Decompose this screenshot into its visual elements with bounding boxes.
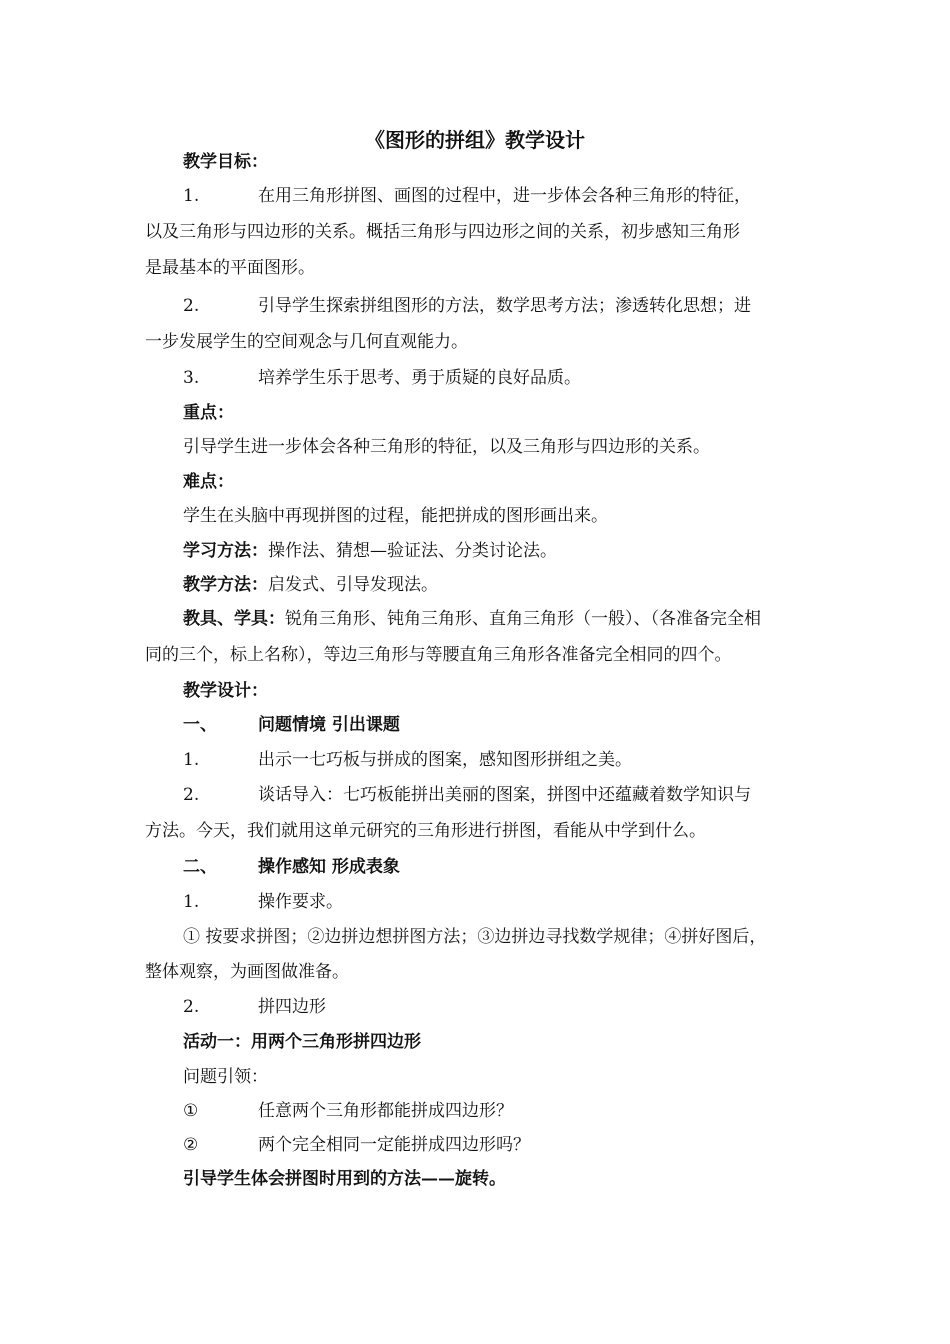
activity-1-prompt: 问题引领： — [183, 1067, 268, 1087]
goal-2-number: 2. — [183, 296, 200, 316]
activity-1-title: 活动一：用两个三角形拼四边形 — [183, 1032, 421, 1052]
goal-item-1-cont2 — [0, 256, 950, 280]
key-text-line — [0, 435, 950, 459]
goal-1-text-line1: 在用三角形拼图、画图的过程中，进一步体会各种三角形的特征， — [258, 186, 751, 206]
goal-1-number: 1. — [183, 186, 200, 206]
section-1-item-1-text: 出示一七巧板与拼成的图案，感知图形拼组之美。 — [258, 750, 632, 770]
goal-3-number: 3. — [183, 368, 200, 388]
goals-heading: 教学目标： — [183, 152, 268, 172]
key-heading-line — [0, 401, 950, 425]
question-2-text: 两个完全相同一定能拼成四边形吗？ — [258, 1135, 530, 1155]
teaching-method-line — [0, 573, 950, 597]
teaching-method-text: 启发式、引导发现法。 — [268, 575, 438, 595]
section-2-title: 操作感知 形成表象 — [258, 857, 400, 877]
question-1-number: ① — [183, 1101, 199, 1121]
section-2-item-1-number: 1. — [183, 892, 200, 912]
question-2 — [0, 1133, 950, 1157]
section-1-item-2-number: 2. — [183, 785, 200, 805]
design-heading: 教学设计： — [183, 681, 268, 701]
section-2-item-2-number: 2. — [183, 997, 200, 1017]
goal-item-1-cont — [0, 220, 950, 244]
teaching-method-label: 教学方法： — [183, 575, 268, 595]
requirements-line — [0, 925, 950, 949]
tools-line — [0, 607, 950, 631]
question-2-number: ② — [183, 1135, 199, 1155]
goal-1-text-line3: 是最基本的平面图形。 — [145, 258, 315, 278]
section-1-item-2 — [0, 783, 950, 807]
section-2-number: 二、 — [183, 857, 217, 877]
section-1-item-2-text-line1: 谈话导入：七巧板能拼出美丽的图案，拼图中还蕴藏着数学知识与 — [258, 785, 751, 805]
goal-item-3 — [0, 366, 950, 390]
question-1 — [0, 1099, 950, 1123]
tools-text-line1: 锐角三角形、钝角三角形、直角三角形（一般）、（各准备完全相 — [285, 609, 761, 629]
activity-1-heading — [0, 1030, 950, 1054]
page-title: 《图形的拼组》教学设计 — [365, 128, 585, 152]
goal-1-text-line2: 以及三角形与四边形的关系。概括三角形与四边形之间的关系，初步感知三角形 — [145, 222, 740, 242]
activity-1-prompt-line — [0, 1065, 950, 1089]
key-text: 引导学生进一步体会各种三角形的特征，以及三角形与四边形的关系。 — [183, 437, 710, 457]
section-2-item-1-text: 操作要求。 — [258, 892, 343, 912]
section-2-item-1 — [0, 890, 950, 914]
requirements-line-cont — [0, 960, 950, 984]
tools-line-cont — [0, 643, 950, 667]
section-2-item-2-text: 拼四边形 — [258, 997, 326, 1017]
learning-method-text: 操作法、猜想—验证法、分类讨论法。 — [268, 541, 557, 561]
section-1-heading — [0, 713, 950, 737]
goal-3-text-line1: 培养学生乐于思考、勇于质疑的良好品质。 — [258, 368, 581, 388]
difficulty-text-line — [0, 504, 950, 528]
difficulty-heading: 难点： — [183, 472, 234, 492]
goal-item-2 — [0, 294, 950, 318]
goals-heading-line — [0, 150, 950, 174]
section-2-heading — [0, 855, 950, 879]
requirements-text-line1: ① 按要求拼图；②边拼边想拼图方法；③边拼边寻找数学规律；④拼好图后， — [183, 927, 767, 947]
section-1-title: 问题情境 引出课题 — [258, 715, 400, 735]
section-1-item-1 — [0, 748, 950, 772]
tools-text-line2: 同的三个，标上名称），等边三角形与等腰直角三角形各准备完全相同的四个。 — [145, 645, 732, 665]
requirements-text-line2: 整体观察，为画图做准备。 — [145, 962, 349, 982]
section-2-item-2 — [0, 995, 950, 1019]
section-1-number: 一、 — [183, 715, 217, 735]
section-1-item-2-text-line2: 方法。今天，我们就用这单元研究的三角形进行拼图，看能从中学到什么。 — [145, 821, 706, 841]
learning-method-label: 学习方法： — [183, 541, 268, 561]
question-1-text: 任意两个三角形都能拼成四边形？ — [258, 1101, 513, 1121]
difficulty-text: 学生在头脑中再现拼图的过程，能把拼成的图形画出来。 — [183, 506, 608, 526]
goal-2-text-line1: 引导学生探索拼组图形的方法，数学思考方法；渗透转化思想；进 — [258, 296, 751, 316]
goal-item-2-cont — [0, 330, 950, 354]
goal-2-text-line2: 一步发展学生的空间观念与几何直观能力。 — [145, 332, 468, 352]
section-1-item-2-cont — [0, 819, 950, 843]
learning-method-line — [0, 539, 950, 563]
activity-1-conclusion: 引导学生体会拼图时用到的方法——旋转。 — [183, 1169, 506, 1189]
difficulty-heading-line — [0, 470, 950, 494]
section-1-item-1-number: 1. — [183, 750, 200, 770]
goal-item-1 — [0, 184, 950, 208]
activity-1-conclusion-line — [0, 1167, 950, 1191]
tools-label: 教具、学具： — [183, 609, 285, 629]
key-heading: 重点： — [183, 403, 234, 423]
design-heading-line — [0, 679, 950, 703]
